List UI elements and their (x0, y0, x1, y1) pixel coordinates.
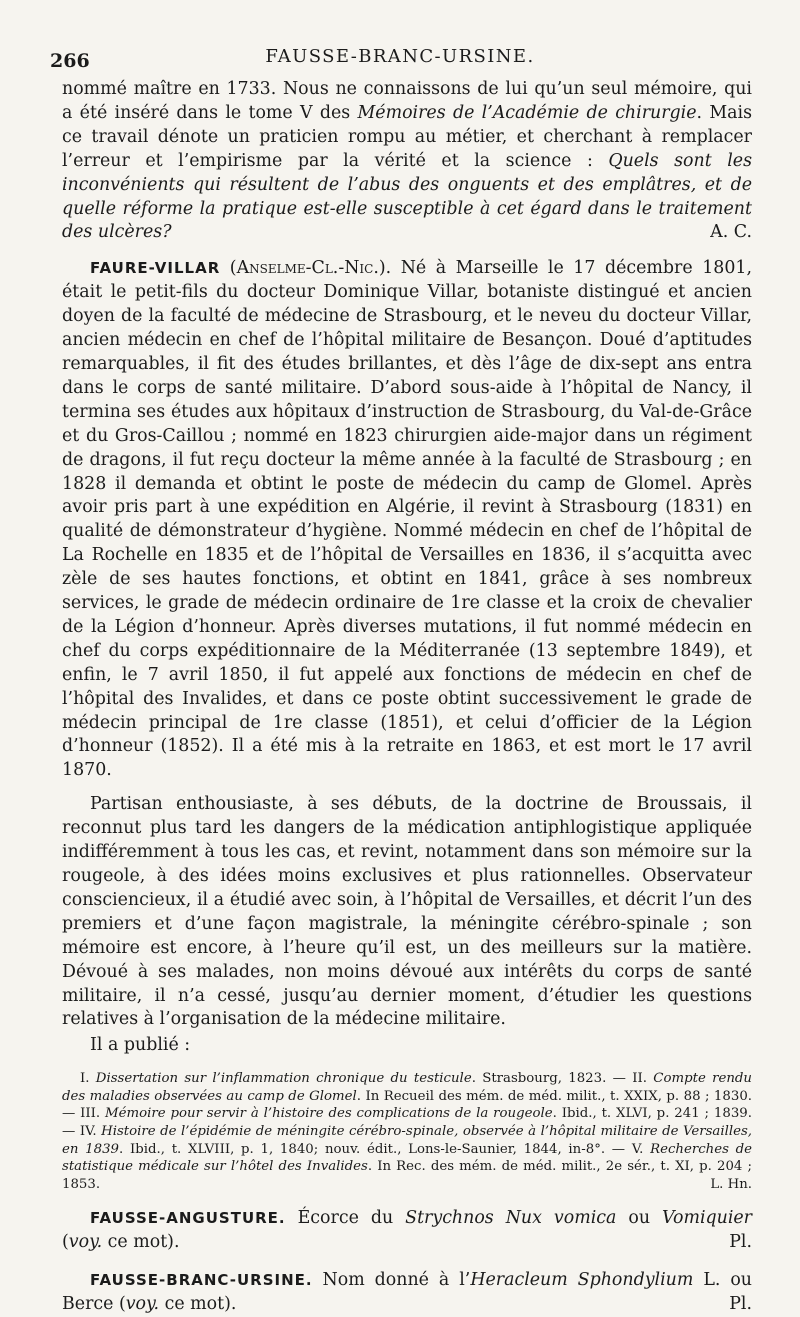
faure-forenames: (Anselme-Cl.-Nic.). (229, 258, 392, 279)
page-header (0, 42, 800, 72)
ref-4: IV. Histoire de l’épidémie de méningite cérébro-spinale, observée à l’hôpital militaire de Versailles, en 1839. Ibid., t. XLVIII, p. 1, 1840; nouv. édit., Lons-le-Saunier, 1844, in-8°. — (62, 1124, 753, 1157)
faure-para2: Partisan enthousiaste, à ses débuts, de la doctrine de Broussais, il reconnut plus tard les dangers de la médication antiphlogistique appliquée indifféremment à tous les cas, et revint, notamment dans son mémoire sur la rougeole, à des idées moins exclusives et plus rationnelles. Observateur consciencieux, il a étudié avec soin, à l’hôpital de Versailles, et décrit l’un des premiers et d’une façon magistrale, la méningite cérébro-spinale ; son mémoire est encore, à l’heure qu’il est, un des meilleurs sur la matière. Dévoué à ses malades, non moins dévoué aux intérêts du corps de santé militaire, il n’a cessé, jusqu’au dernier moment, d’étudier les questions relatives à l’organisation de la médecine militaire. (62, 794, 752, 1030)
branc-signature: Pl. (729, 1294, 752, 1315)
ref-2: II. Compte rendu des maladies observées au camp de Glomel. In Recueil des mém. de méd. milit., t. XXIX, p. 88 ; 1830. — (62, 1071, 752, 1122)
faure-signature: L. Hn. (710, 1176, 752, 1192)
entry-fausse-branc-ursine: FAUSSE-BRANC-URSINE. Nom donné à l’Heracleum Sphondylium L. ou Berce (voy. ce mot). Pl. (62, 1269, 752, 1317)
prev-signature: A. C. (710, 222, 752, 243)
prev-text-a: nommé maître en 1733. Nous ne connaissons de lui qu’un seul mémoire, qui a été inséré dans le tome V des (62, 79, 752, 123)
running-title: FAUSSE-BRANC-URSINE. (265, 46, 535, 67)
ref-3: III. Mémoire pour servir à l’histoire des complications de la rougeole. Ibid., t. XLVI, p. 241 ; 1839. — (62, 1106, 752, 1140)
faure-published-intro: Il a publié : (90, 1035, 191, 1056)
faure-headword: FAURE-VILLAR (90, 259, 221, 278)
faure-para1: Né à Marseille le 17 décembre 1801, était le petit-fils du docteur Dominique Villar, botaniste distingué et ancien doyen de la faculté de médecine de Strasbourg, et le neveu du docteur Villar, ancien médecin en chef de l’hôpital militaire de Besançon. Doué d’aptitudes remarquables, il fit des études brillantes, et dès l’âge de dix-sept ans entra dans le corps de santé militaire. D’abord sous-aide à l’hôpital de Nancy, il termina ses études aux hôpitaux d’instruction de Strasbourg, du Val-de-Grâce et du Gros-Caillou ; nommé en 1823 chirurgien aide-major dans un régiment de dragons, il fut reçu docteur la même année à la faculté de Strasbourg ; en 1828 il demanda et obtint le poste de médecin du camp de Glomel. Après avoir pris part à une expédition en Algérie, il revint à Strasbourg (1831) en qualité de démonstrateur d’hygiène. Nommé médecin en chef de l’hôpital de La Rochelle en 1835 et de l’hôpital de Versailles en 1836, il s’acquitta avec zèle de ses hautes fonctions, et obtint en 1841, grâce à ses nombreux services, le grade de médecin ordinaire de 1re classe et la croix de chevalier de la Légion d’honneur. Après diverses mutations, il fut nommé médecin en chef du corps expéditionnaire de la Méditerranée (13 septembre 1849), et enfin, le 7 avril 1850, il fut appelé aux fonctions de médecin en chef de l’hôpital des Invalides, et dans ce poste obtint successivement le grade de médecin principal de 1re classe (1851), et celui d’officier de la Légion d’honneur (1852). Il a été mis à la retraite en 1863, et est mort le 17 avril 1870. (62, 258, 752, 781)
entry-previous-end (62, 78, 752, 245)
branc-headword: FAUSSE-BRANC-URSINE. (90, 1271, 313, 1290)
entry-fausse-angusture: FAUSSE-ANGUSTURE. Écorce du Strychnos Nux vomica ou Vomiquier (voy. ce mot). Pl. (62, 1207, 752, 1255)
angusture-signature: Pl. (729, 1232, 752, 1253)
prev-text-b: . Mais ce travail dénote un praticien rompu au métier, et cherchant à remplacer l’erreur et l’empirisme par la vérité et la science : (62, 102, 752, 171)
entry-faure-villar (62, 257, 752, 783)
page-number: 266 (50, 50, 90, 72)
ref-1: I. Dissertation sur l’inflammation chronique du testicule. Strasbourg, 1823. — (80, 1071, 633, 1087)
ref-5: V. Recherches de statistique médicale sur l’hôtel des Invalides. In Rec. des mém. de méd. milit., 2e sér., t. XI, p. 204 ; 1853. (62, 1141, 753, 1192)
faure-bibliography (62, 1070, 752, 1193)
angusture-headword: FAUSSE-ANGUSTURE. (90, 1209, 286, 1228)
prev-italic-a: Mémoires de l’Académie de chirurgie (357, 102, 697, 123)
page-body (62, 78, 752, 1317)
prev-italic-b: Quels sont les inconvénients qui résultent de l’abus des onguents et des emplâtres, et de quelle réforme la pratique est-elle susceptible à cet égard dans le traitement des ulcères? (62, 150, 752, 243)
